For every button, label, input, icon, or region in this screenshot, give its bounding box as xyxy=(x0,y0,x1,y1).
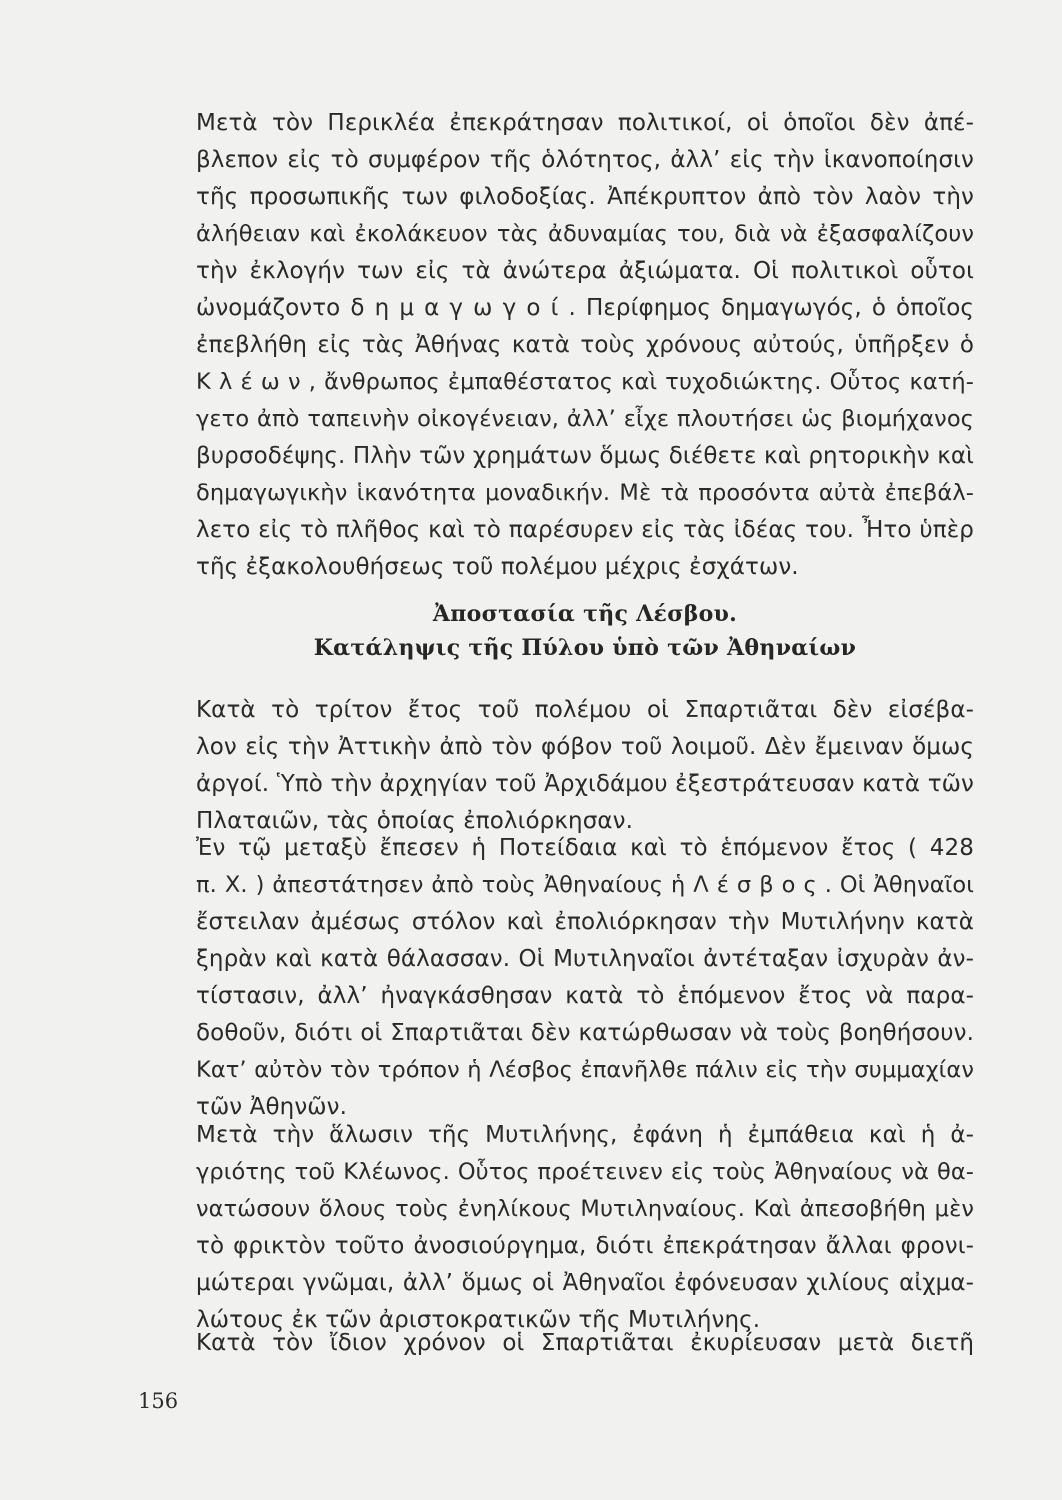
text-line: π. Χ. ) ἀπεστάτησεν ἀπὸ τοὺς Ἀθηναίους ἡ Λ έ σ β ο ς . Οἱ Ἀθηναῖοι xyxy=(196,872,974,898)
text-line: Μετὰ τὴν ἅλωσιν τῆς Μυτιλήνης, ἐφάνη ἡ ἐμπάθεια καὶ ἡ ἀ- xyxy=(196,1122,974,1148)
text-line: τῆς προσωπικῆς των φιλοδοξίας. Ἀπέκρυπτον ἀπὸ τὸν λαὸν τὴν xyxy=(196,184,974,210)
paragraph-3 xyxy=(196,830,974,1126)
paragraph-5 xyxy=(196,1325,974,1362)
text-line: Μετὰ τὸν Περικλέα ἐπεκράτησαν πολιτικοί, οἱ ὁποῖοι δὲν ἀπέ- xyxy=(196,110,974,136)
text-line: μώτεραι γνῶμαι, ἀλλ’ ὅμως οἱ Ἀθηναῖοι ἐφόνευσαν χιλίους αἰχμα- xyxy=(196,1270,974,1296)
section-heading-line-2: Κατάληψις τῆς Πύλου ὑπὸ τῶν Ἀθηναίων xyxy=(313,635,857,661)
paragraph-2 xyxy=(196,692,974,840)
intro-paragraph xyxy=(196,105,974,586)
text-line: Κατὰ τὸ τρίτον ἔτος τοῦ πολέμου οἱ Σπαρτιᾶται δὲν εἰσέβα- xyxy=(196,697,974,723)
text-line: λον εἰς τὴν Ἀττικὴν ἀπὸ τὸν φόβον τοῦ λοιμοῦ. Δὲν ἔμειναν ὅμως xyxy=(196,734,974,760)
text-line: βλεπον εἰς τὸ συμφέρον τῆς ὁλότητος, ἀλλ’ εἰς τὴν ἱκανοποίησιν xyxy=(196,147,974,173)
text-line: ἀλήθειαν καὶ ἐκολάκευον τὰς ἀδυναμίας του, διὰ νὰ ἐξασφαλίζουν xyxy=(196,221,974,247)
text-line: ὠνομάζοντο δ η μ α γ ω γ ο ί . Περίφημος δημαγωγός, ὁ ὁποῖος xyxy=(196,295,974,321)
text-line: ἀργοί. Ὑπὸ τὴν ἀρχηγίαν τοῦ Ἀρχιδάμου ἐξεστράτευσαν κατὰ τῶν xyxy=(196,771,974,797)
text-line: τὸ φρικτὸν τοῦτο ἀνοσιούργημα, διότι ἐπεκράτησαν ἄλλαι φρονι- xyxy=(196,1233,974,1259)
text-line: Ἐν τῷ μεταξὺ ἔπεσεν ἡ Ποτείδαια καὶ τὸ ἑπόμενον ἔτος ( 428 xyxy=(196,835,974,861)
text-line: ξηρὰν καὶ κατὰ θάλασσαν. Οἱ Μυτιληναῖοι ἀντέταξαν ἰσχυρὰν ἀν- xyxy=(196,946,974,972)
text-line: Κατὰ τὸν ἴδιον χρόνον οἱ Σπαρτιᾶται ἐκυρίευσαν μετὰ διετῆ xyxy=(196,1330,974,1356)
text-line: λώτους ἐκ τῶν ἀριστοκρατικῶν τῆς Μυτιλήνης. xyxy=(196,1307,761,1333)
text-line: γετο ἀπὸ ταπεινὴν οἰκογένειαν, ἀλλ’ εἶχε πλουτήσει ὡς βιομήχανος xyxy=(196,406,974,432)
text-line: Κ λ έ ω ν , ἄνθρωπος ἐμπαθέστατος καὶ τυχοδιώκτης. Οὗτος κατή- xyxy=(196,369,974,395)
text-line: νατώσουν ὅλους τοὺς ἐνηλίκους Μυτιληναίους. Καὶ ἀπεσοβήθη μὲν xyxy=(196,1196,974,1222)
text-line: λετο εἰς τὸ πλῆθος καὶ τὸ παρέσυρεν εἰς τὰς ἰδέας του. Ἦτο ὑπὲρ xyxy=(196,517,974,543)
text-line: δημαγωγικὴν ἱκανότητα μοναδικήν. Μὲ τὰ προσόντα αὐτὰ ἐπεβάλ- xyxy=(196,480,974,506)
text-line: Πλαταιῶν, τὰς ὁποίας ἐπολιόρκησαν. xyxy=(196,808,633,834)
text-line: τίστασιν, ἀλλ’ ἠναγκάσθησαν κατὰ τὸ ἑπόμενον ἔτος νὰ παρα- xyxy=(196,983,974,1009)
text-line: ἐπεβλήθη εἰς τὰς Ἀθήνας κατὰ τοὺς χρόνους αὐτούς, ὑπῆρξεν ὁ xyxy=(196,332,974,358)
paragraph-4 xyxy=(196,1117,974,1339)
text-line: γριότης τοῦ Κλέωνος. Οὗτος προέτεινεν εἰς τοὺς Ἀθηναίους νὰ θα- xyxy=(196,1159,974,1185)
section-heading-line-1: Ἀποστασία τῆς Λέσβου. xyxy=(432,601,738,627)
text-line: τὴν ἐκλογήν των εἰς τὰ ἀνώτερα ἀξιώματα. Οἱ πολιτικοὶ οὗτοι xyxy=(196,258,974,284)
text-line: βυρσοδέψης. Πλὴν τῶν χρημάτων ὅμως διέθετε καὶ ρητορικὴν καὶ xyxy=(196,443,974,469)
text-line: ἔστειλαν ἀμέσως στόλον καὶ ἐπολιόρκησαν τὴν Μυτιλήνην κατὰ xyxy=(196,909,974,935)
text-line: Κατ’ αὐτὸν τὸν τρόπον ἡ Λέσβος ἐπανῆλθε πάλιν εἰς τὴν συμμαχίαν xyxy=(196,1057,974,1083)
text-line: τῶν Ἀθηνῶν. xyxy=(196,1094,348,1120)
text-line: τῆς ἐξακολουθήσεως τοῦ πολέμου μέχρις ἐσχάτων. xyxy=(196,554,799,580)
page-number: 156 xyxy=(138,1389,179,1413)
text-line: δοθοῦν, διότι οἱ Σπαρτιᾶται δὲν κατώρθωσαν νὰ τοὺς βοηθήσουν. xyxy=(196,1020,974,1046)
